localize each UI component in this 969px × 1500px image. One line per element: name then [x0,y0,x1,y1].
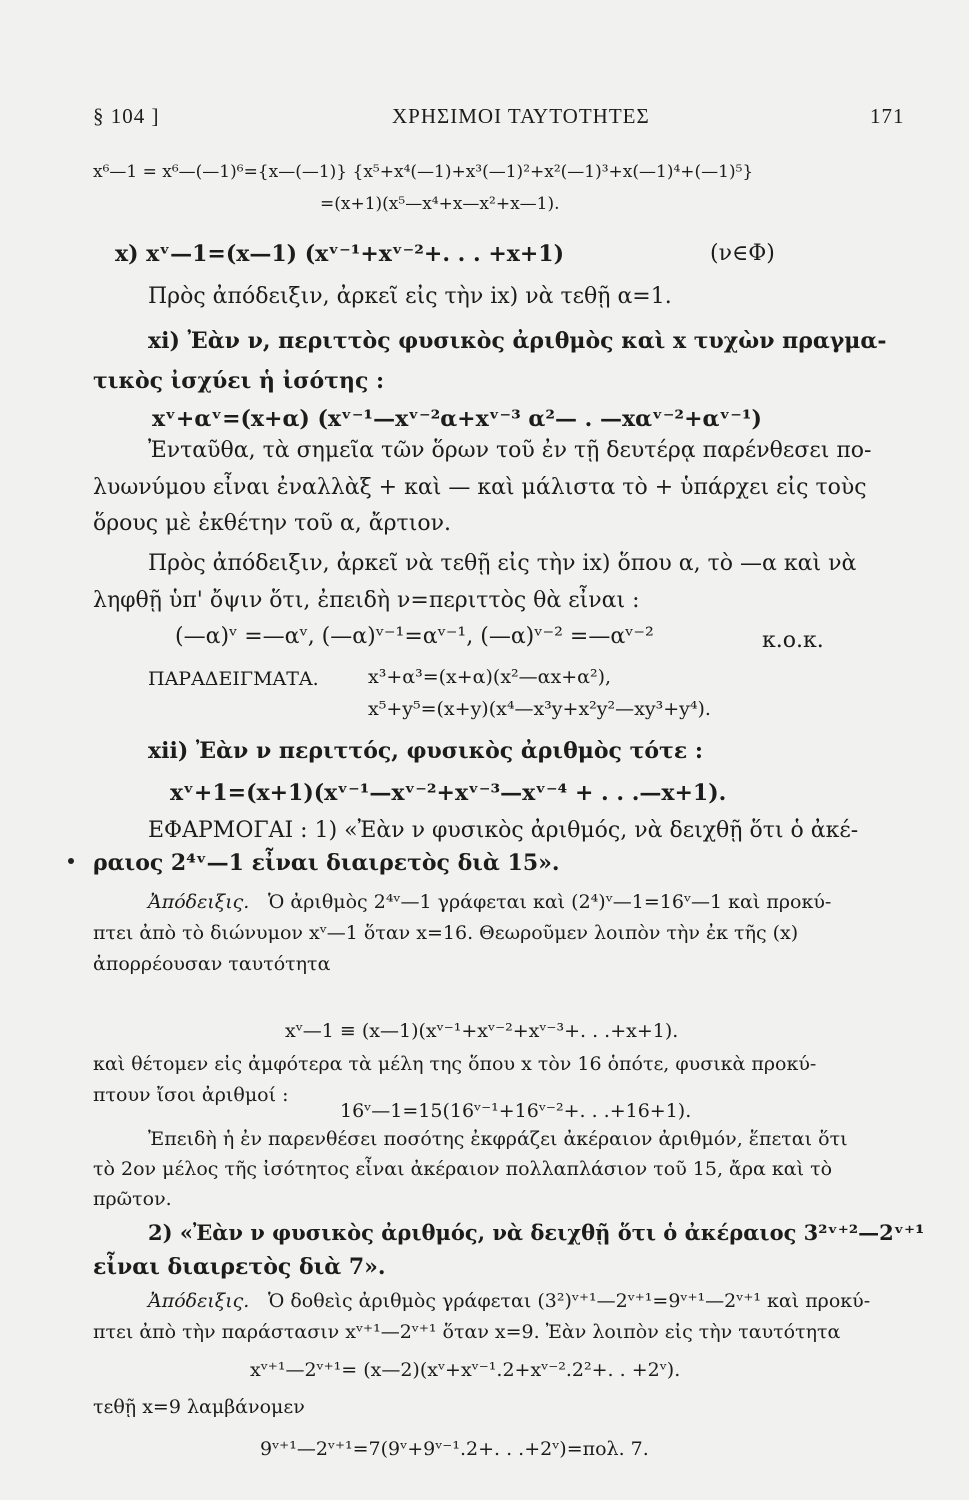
text-line: πτουν ἴσοι ἀριθμοί : [93,1084,289,1106]
text-line: Ἐπειδὴ ἡ ἐν παρενθέσει ποσότης ἐκφράζει ἀκέραιον ἀριθμόν, ἕπεται ὅτι [148,1128,848,1150]
text-line: τὸ 2ον μέλος τῆς ἰσότητος εἶναι ἀκέραιον πολλαπλάσιον τοῦ 15, ἄρα καὶ τὸ [93,1158,833,1180]
examples-heading: ΠΑΡΑΔΕΙΓΜΑΤΑ. [148,668,319,690]
text-line: πρῶτον. [93,1188,172,1210]
application-2-cont: εἶναι διαιρετὸς διὰ 7». [93,1254,386,1280]
application-2: 2) «Ἐὰν ν φυσικὸς ἀριθμός, νὰ δειχθῇ ὅτι ὁ ἀκέραιος 3²ᵛ⁺²—2ᵛ⁺¹ [148,1220,925,1245]
text-line: ληφθῇ ὑπ' ὄψιν ὅτι, ἐπειδὴ ν=περιττὸς θὰ εἶναι : [93,588,640,613]
formula-line: =(x+1)(x⁵—x⁴+x—x²+x—1). [320,194,560,214]
text-line: Πρὸς ἀπόδειξιν, ἀρκεῖ νὰ τεθῇ εἰς τὴν ix) ὅπου α, τὸ —α καὶ νὰ [148,551,857,576]
text-line: καὶ θέτομεν εἰς ἀμφότερα τὰ μέλη της ὅπου x τὸν 16 ὁπότε, φυσικὰ προκύ- [93,1053,817,1075]
identity-x: x) xᵛ—1=(x—1) (xᵛ⁻¹+xᵛ⁻²+. . . +x+1) [115,241,565,267]
margin-dot [68,858,74,864]
formula-line: xᵛ—1 ≡ (x—1)(xᵛ⁻¹+xᵛ⁻²+xᵛ⁻³+. . .+x+1). [285,1020,679,1042]
example-formula: x⁵+y⁵=(x+y)(x⁴—x³y+x²y²—xy³+y⁴). [368,698,711,720]
formula-line: x⁶—1 = x⁶—(—1)⁶={x—(—1)} {x⁵+x⁴(—1)+x³(—1)²+x²(—1)³+x(—1)⁴+(—1)⁵} [93,162,754,182]
text-line: ὅρους μὲ ἐκθέτην τοῦ α, ἄρτιον. [93,511,451,536]
applications-heading: ΕΦΑΡΜΟΓΑΙ : 1) «Ἐὰν ν φυσικὸς ἀριθμός, νὰ δειχθῇ ὅτι ὁ ἀκέ- [148,818,859,843]
text-line: Πρὸς ἀπόδειξιν, ἀρκεῖ εἰς τὴν ix) νὰ τεθῇ α=1. [148,284,672,309]
text-line: πτει ἀπὸ τὴν παράστασιν xᵛ⁺¹—2ᵛ⁺¹ ὅταν x=9. Ἐὰν λοιπὸν εἰς τὴν ταυτότητα [93,1321,841,1343]
text-line: τεθῇ x=9 λαμβάνομεν [93,1396,305,1418]
identity-xii: xᵛ+1=(x+1)(xᵛ⁻¹—xᵛ⁻²+xᵛ⁻³—xᵛ⁻⁴ + . . .—x+1). [170,780,727,806]
formula-line: 16ᵛ—1=15(16ᵛ⁻¹+16ᵛ⁻²+. . .+16+1). [340,1100,692,1122]
theorem-xi-cont: τικὸς ἰσχύει ἡ ἰσότης : [93,368,385,394]
proof-label: Ἀπόδειξις. [148,891,250,913]
formula-line: 9ᵛ⁺¹—2ᵛ⁺¹=7(9ᵛ+9ᵛ⁻¹.2+. . .+2ᵛ)=πολ. 7. [260,1438,649,1460]
text-line: Ἐνταῦθα, τὰ σημεῖα τῶν ὅρων τοῦ ἐν τῇ δευτέρᾳ παρένθεσει πο- [148,438,872,463]
theorem-xi: xi) Ἐὰν ν, περιττὸς φυσικὸς ἀριθμὸς καὶ x τυχὼν πραγμα- [148,328,887,354]
proof-label: Ἀπόδειξις. [148,1290,250,1312]
text-line: ἀπορρέουσαν ταυτότητα [93,953,331,975]
identity-xi: xᵛ+αᵛ=(x+α) (xᵛ⁻¹—xᵛ⁻²α+xᵛ⁻³ α²— . —xαᵛ⁻²+αᵛ⁻¹) [152,406,762,432]
formula-line: (—α)ᵛ =—αᵛ, (—α)ᵛ⁻¹=αᵛ⁻¹, (—α)ᵛ⁻² =—αᵛ⁻² [175,624,654,649]
example-formula: x³+α³=(x+α)(x²—αx+α²), [368,666,612,688]
formula-line: xᵛ⁺¹—2ᵛ⁺¹= (x—2)(xᵛ+xᵛ⁻¹.2+xᵛ⁻².2²+. . +2ᵛ). [250,1359,681,1381]
text-line: Ὁ δοθεὶς ἀριθμὸς γράφεται (3²)ᵛ⁺¹—2ᵛ⁺¹=9ᵛ⁺¹—2ᵛ⁺¹ καὶ προκύ- [268,1290,871,1312]
text-line: λυωνύμου εἶναι ἐναλλὰξ + καὶ — καὶ μάλιστα τὸ + ὑπάρχει εἰς τοὺς [93,475,867,500]
theorem-xii: xii) Ἐὰν ν περιττός, φυσικὸς ἀριθμὸς τότε : [148,738,704,764]
page-number: 171 [870,104,905,128]
section-marker: § 104 ] [93,104,160,128]
identity-x-domain: (ν∈Φ) [710,241,775,266]
etc-marker: κ.ο.κ. [762,628,824,653]
text-line: πτει ἀπὸ τὸ διώνυμον xᵛ—1 ὅταν x=16. Θεωροῦμεν λοιπὸν τὴν ἐκ τῆς (x) [93,922,799,944]
running-title: ΧΡΗΣΙΜΟΙ ΤΑΥΤΟΤΗΤΕΣ [392,104,650,128]
application-1-cont: ραιος 2⁴ᵛ—1 εἶναι διαιρετὸς διὰ 15». [93,850,560,876]
text-line: Ὁ ἀριθμὸς 2⁴ᵛ—1 γράφεται καὶ (2⁴)ᵛ—1=16ᵛ—1 καὶ προκύ- [268,891,832,913]
